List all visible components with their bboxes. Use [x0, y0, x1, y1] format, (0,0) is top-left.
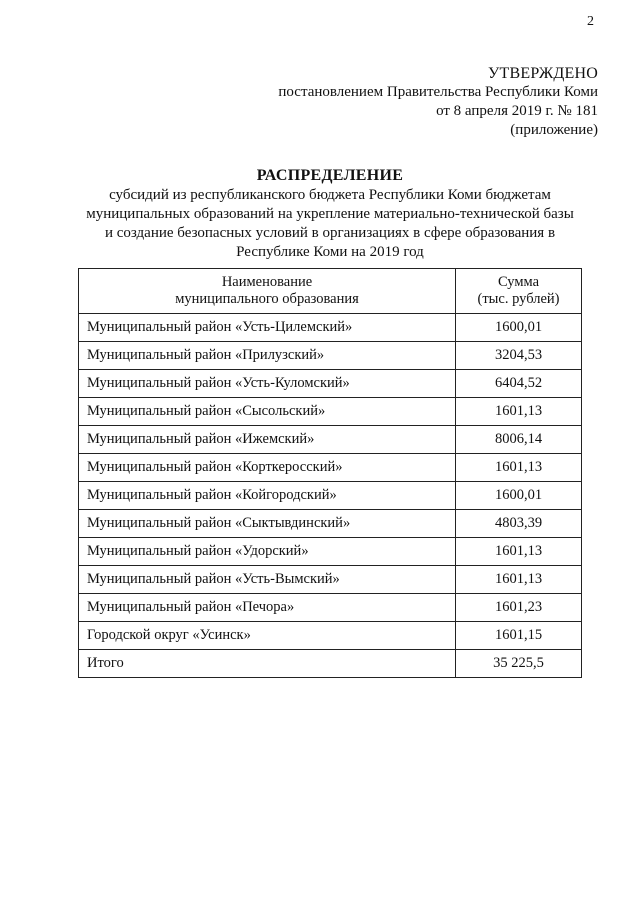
municipality-name: Городской округ «Усинск»	[79, 622, 456, 650]
column-header-text: муниципального образования	[175, 291, 359, 307]
municipality-name: Муниципальный район «Печора»	[79, 594, 456, 622]
municipality-name: Муниципальный район «Сыктывдинский»	[79, 510, 456, 538]
table-header-row	[79, 269, 582, 314]
subsidy-amount: 1601,13	[456, 398, 582, 426]
subsidy-amount: 1600,01	[456, 482, 582, 510]
subsidy-amount: 4803,39	[456, 510, 582, 538]
municipality-name: Муниципальный район «Сысольский»	[79, 398, 456, 426]
approval-line: (приложение)	[510, 122, 598, 138]
table-row	[79, 594, 582, 622]
subsidy-amount: 1600,01	[456, 314, 582, 342]
table-total-row	[79, 650, 582, 678]
page-number: 2	[587, 14, 594, 29]
column-header-text: Наименование	[221, 274, 313, 290]
column-header-text: Сумма	[497, 274, 540, 290]
subsidy-amount: 3204,53	[456, 342, 582, 370]
table-row	[79, 510, 582, 538]
approval-block	[278, 64, 598, 140]
total-label: Итого	[79, 650, 456, 678]
subtitle-line: Республике Коми на 2019 год	[236, 244, 424, 260]
subtitle-line: и создание безопасных условий в организациях в сфере образования в	[104, 225, 556, 241]
table-row	[79, 398, 582, 426]
table-row	[79, 342, 582, 370]
approval-line: постановлением Правительства Республики Коми	[278, 84, 598, 100]
table-row	[79, 314, 582, 342]
table-row	[79, 370, 582, 398]
municipality-name: Муниципальный район «Усть-Вымский»	[79, 566, 456, 594]
table-row	[79, 426, 582, 454]
municipality-name: Муниципальный район «Удорский»	[79, 538, 456, 566]
subsidy-amount: 1601,15	[456, 622, 582, 650]
column-header-text: (тыс. рублей)	[477, 291, 560, 307]
column-header-name	[79, 269, 456, 314]
document-title: РАСПРЕДЕЛЕНИЕ	[256, 167, 404, 184]
table-body	[79, 314, 582, 678]
subsidy-amount: 8006,14	[456, 426, 582, 454]
distribution-table	[78, 268, 582, 678]
approval-line: от 8 апреля 2019 г. № 181	[436, 103, 598, 119]
subtitle-line: субсидий из республиканского бюджета Республики Коми бюджетам	[109, 187, 551, 203]
subsidy-amount: 1601,23	[456, 594, 582, 622]
municipality-name: Муниципальный район «Прилузский»	[79, 342, 456, 370]
column-header-sum	[456, 269, 582, 314]
subsidy-amount: 1601,13	[456, 566, 582, 594]
table-row	[79, 482, 582, 510]
table-row	[79, 566, 582, 594]
municipality-name: Муниципальный район «Койгородский»	[79, 482, 456, 510]
table-row	[79, 454, 582, 482]
approval-stamp: УТВЕРЖДЕНО	[487, 65, 598, 82]
table-header	[79, 269, 582, 314]
municipality-name: Муниципальный район «Усть-Цилемский»	[79, 314, 456, 342]
municipality-name: Муниципальный район «Корткеросский»	[79, 454, 456, 482]
table-row	[79, 538, 582, 566]
subsidy-amount: 1601,13	[456, 454, 582, 482]
document-subtitle	[70, 186, 590, 262]
subsidy-amount: 1601,13	[456, 538, 582, 566]
subtitle-line: муниципальных образований на укрепление материально-технической базы	[86, 206, 574, 222]
subsidy-amount: 6404,52	[456, 370, 582, 398]
municipality-name: Муниципальный район «Усть-Куломский»	[79, 370, 456, 398]
table-row	[79, 622, 582, 650]
total-amount: 35 225,5	[456, 650, 582, 678]
municipality-name: Муниципальный район «Ижемский»	[79, 426, 456, 454]
document-heading	[70, 166, 590, 262]
